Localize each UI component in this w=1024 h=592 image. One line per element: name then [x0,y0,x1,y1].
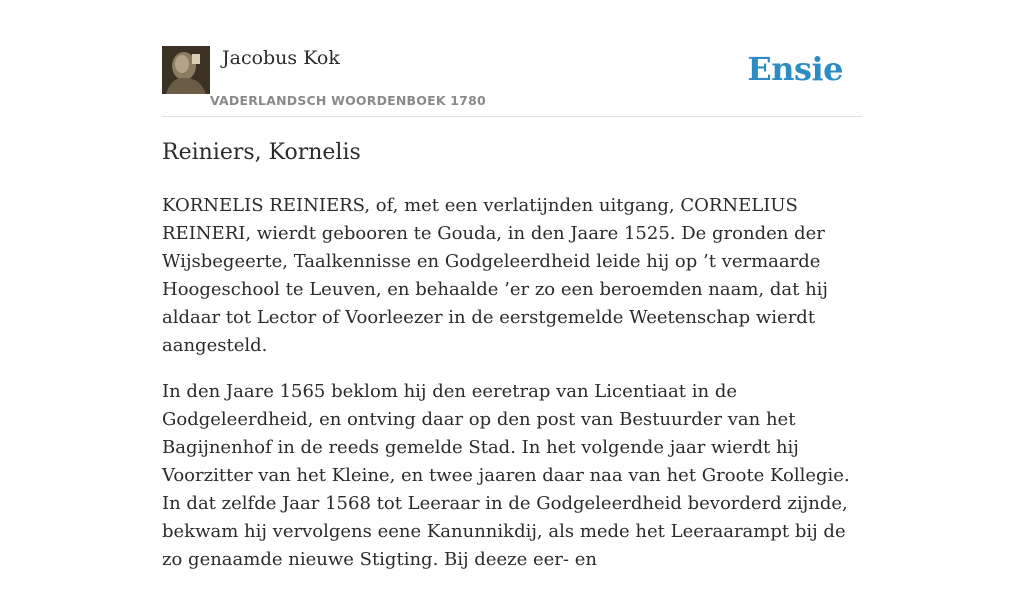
author-avatar[interactable] [162,46,210,94]
author-name[interactable]: Jacobus Kok [222,47,340,69]
ensie-logo[interactable]: Ensie [747,50,843,88]
article-header [162,46,862,117]
portrait-image [162,46,210,94]
article-body [162,192,862,592]
article-paragraph: In den Jaare 1565 beklom hij den eeretrap van Licentiaat in de Godgeleerdheid, en ontving daar op den post van Bestuurder van het Bagijnenhof in de reeds gemelde Stad. In het volgende jaar wierdt hij Voorzitter van het Kleine, en twee jaaren daar naa van het Groote Kollegie. In dat zelfde Jaar 1568 tot Leeraar in de Godgeleerdheid bevorderd zijnde, bekwam hij vervolgens eene Kanunnikdij, als mede het Leeraarampt bij de zo genaamde nieuwe Stigting. Bij deeze eer- en [162,381,850,570]
source-name[interactable]: VADERLANDSCH WOORDENBOEK 1780 [210,93,486,108]
article-title: Reiniers, Kornelis [162,140,361,165]
article-paragraph: KORNELIS REINIERS, of, met een verlatijnden uitgang, CORNELIUS REINERI, wierdt gebooren te Gouda, in den Jaare 1525. De gronden der Wijsbegeerte, Taalkennisse en Godgeleerdheid leide hij op ’t vermaarde Hoogeschool te Leuven, en behaalde ’er zo een beroemden naam, dat hij aldaar tot Lector of Voorleezer in de eerstgemelde Weetenschap wierdt aangesteld. [162,195,829,356]
